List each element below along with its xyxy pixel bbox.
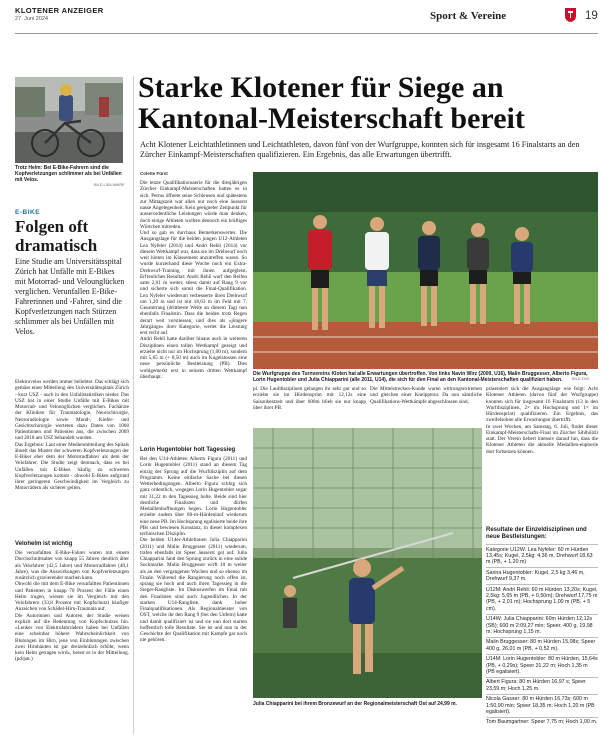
side-story-title: Folgen oft dramatisch: [15, 217, 98, 255]
result-row: U14M: Lorin Hugentobler: 80 m Hürden, 15,64s (PB, + 0,29s); Speer 31,22 m; Hoch 1,35 m (PB egalisiert).: [486, 654, 598, 676]
results-box: [486, 527, 598, 727]
result-row: Malin Bruggesser: 80 m Hürden 15,08s; Speer 400 g, 26,01 m (PB, + 0,52 m).: [486, 637, 598, 652]
side-story-subhead: Velohelm ist wichtig: [15, 541, 73, 547]
result-row: U12M: Andri Rehli: 60 m Hürden 13,20s; Kugel, 2,5kg: 5,65 m (PB, + 0,50m); Drehwurf 17,75 m (PB, + 2,01 m); Hochsprung 1,00 m (PB, + 5 cm).: [486, 584, 598, 612]
main-body-col2: pl. Die Laufdisziplinen gelangen ihr sehr gut und so erzielte sie im Hürdensprint mit 12,12s eine Saisonbestzeit und über 600m blieb sie nur knapp über ihrer PB.: [253, 386, 366, 411]
result-row: U14W: Julia Chiapparini: 60m Hürden 12,12s (SB); 600 m 2:09,27 min; Speer, 400 g, 19,98 m; Hochsprung 1,15 m.: [486, 614, 598, 636]
team-photo: [253, 172, 598, 369]
team-photo-credit: BILD ZVG: [572, 377, 590, 381]
header-divider: [15, 33, 598, 34]
team-photo-caption: Die Wurfgruppe des Turnvereins Kloten hat alle Erwartungen übertroffen. Von links Navin Wirz (2009, U16), Malin Bruggesser, Alberto Figura, Lorin Hugentobler und Julia Chiapparini (alle 2011, U14), die sich für den Final an den Kantonal-Meisterschaften qualifiziert haben.: [253, 371, 588, 383]
result-row: Nicola Gasser: 80 m Hürden 16,73s; 600 m 1:50,90 min; Speer 18,35 m; Hoch 1,20 m (PB egalisiert).: [486, 694, 598, 716]
result-row: Tom Baumgartner: Speer 7,75 m; Hoch 1,00 m.: [486, 717, 598, 726]
author-byline: Colette Fürst: [140, 171, 168, 176]
side-story-kicker: E-BIKE: [15, 209, 41, 216]
main-headline: Starke Klotener für Siege an Kantonal-Meisterschaft bereit: [138, 71, 525, 135]
main-body-col1: Die letzte Qualifikationsserie für die diesjährigen Zürcher Einkampf-Meisterschaften hatten es in sich. Petrus öffnete seine Schleusen und spätestens zur Mittagszeit war allen nur noch eine äusserst nasse Angelegenheit. Kein geeigneter Zeitpunkt für ausserordentliche Leistungen würde man denken, doch einige Athleten wollten dennoch ein kräftiges Wörtchen mitreden. Und so gab es durchaus Bemerkenswertes. Die Ausgangslage für die beiden jungen U12-Athleten Lea Nyfeler (2014) und Andri Rehli (2014) vor diesem Wettkampf war, dass sie im Drehwurf noch weit hinten im Klassement anzutreffen waren. So wurde kurzerhand diese Woche noch ein Extra-Drehwurf-Training mit ihnen aufgegleist. Erfreuliches Resultat: Andri Rehli warf den Reifen satte 2,01 m weiter, stiess damit auf Rang 9 vor und sicherte sich somit die Final-Qualifikation. Lea Nyfeler wiederum verbesserte ihren Drehwurf um 1,20 m und ist mit 18,63 m im Feld mit 7. Gesamtrang (drittbeste Weite an diesem Tag) nun ebenfalls Finalistin. Dass die beiden trotz Regen derart weit vorstiessen, und dies als «jüngere Jahrgänge» ihrer Kategorie, wertet die Leistung erst recht auf. Andri Rehli hatte darüber hinaus auch in weiteren Disziplinen einen tollen Wettkampf gezeigt und erzielte nicht nur im Hochsprung (1,00 m), sondern mit 5,65 m (+ 0,50 m) auch im Kugelstossen eine neue persönliche Bestleistung (PB). Dies wohlgemerkt erst in seinem dritten Wettkampf überhaupt.: [140, 180, 247, 380]
javelin-photo-caption: Julia Chiapparini bei ihrem Bronzewurf an der Regionalmeisterschaft Ost auf 24,99 m.: [253, 701, 457, 707]
newspaper-name: KLOTENER ANZEIGER: [15, 6, 104, 15]
result-row: Albert Figura: 80 m Hürden 16,97 s; Speer 23,59 m; Hoch 1,25 m.: [486, 677, 598, 692]
main-lead: Acht Klotener Leichtathletinnen und Leichtathleten, davon fünf von der Wurfgruppe, konnten sich für insgesamt 16 Finalstarts an den Zürcher Einkampf-Meisterschaften qualifizieren. Ein Ergebnis, das alle Erwartungen übertrifft.: [140, 140, 580, 159]
column-divider: [133, 76, 134, 734]
ebike-photo-caption: Trotz Helm: Bei E-Bike-Fahrern sind die Kopfverletzungen schlimmer als bei Unfällen mit Velos.: [15, 165, 122, 183]
main-body-col1-continued: Bei den U14-Athleten Alberto Figura (2011) und Lorin Hugentobler (2011) stand an diesem Tag einzig der Sprung auf die Wurfdisziplin auf dem Programm. Keine einfache Sache bei diesen Wetterbedingungen. Alberto Figura schlug sich ganz ordentlich, wogegen Lorin Hugentobler sogar mit 31,22 m den Tagessieg holte. Beide sind hier deutliche Finalisten und dürfen Medaillenhoffnungen hegen. Lorin Hugentobler erzielte zudem über 80-m-Hürdenlauf wiederum eine neue PB. Im Hochsprung egalisierte beide ihre PBs und bewiesen Konstanz, in dieser komplexen technischen Disziplin. Die beiden U14er-Athletinnen Julia Chiapparini (2011) und Malin Bruggesser (2011) wiederum, trafen ebenfalls im Speer äusserst gut auf. Julia Chiapparini fand den Sprung zurück in eine solide Sockmarke. Malin Bruggesser wirft 10 m weiter als an den vergangenen Wochen und so ebenso im Finale. Während die Rangierung noch offen ist, sprang sie hoch und auch ihren Tagessieg in die Sieger-Rangliste. Im Diskuswerfen im Final mit den Finalisten sind auch Jugendlichen. In der starken U14-Rangliste, dank hoher Finalqualifikationen. Als Regionalmeister von OST, welche ihr den Rang 9 (bei den Unfern) hatte und damit qualifiziert ist und sie nun dort starten hoffentlich tolle Resultate. Sie ist und nun in der Geschichte der Qualifikation mit Kampfe gar noch nie gehören.: [140, 456, 247, 644]
side-story-body-continued: Die verunfallten E-Bike-Fahrer waren mit einem Durchschnittsalter von knapp 55 Jahren deutlich älter als Velofahrer (42,5 Jahre) und Motorradfahrer (40,1 Jahre), was die Auswirkungen von Kopfverletzungen zusätzlich gravierender machen kann. Obwohl die mit dem E-Bike verunfallten Patientinnen und Patienten in knapp 70 Prozent der Fälle einen Helm trugen, wiesen sie im Vergleich mit den Velofahrern (33,8 Prozent mit Kopfschutz) häufiger Anzeichen von Schädel-Hirn-Traumata auf. Die Autorinnen und Autoren der Studie weisen explizit auf die Bedeutung von Kopfschutzes hin. «Lenker von Elektrofahrrädern haben bei Unfällen eine scheinbar höhere Wahrscheinlichkeit von Blutungen im Hirn, jene von Einblutungen zwischen zwei Hirnhäuten ist gar dreizehnfach erhöht, wenn kein Helm getragen wird», heisst es in der Mitteilung. (pd/pat.): [15, 550, 129, 663]
result-row: Sarina Hugentobler: Kugel, 2,5 kg 3,46 m, Drehwurf 9,37 m.: [486, 567, 598, 582]
ebike-photo-credit: BILD LISA MAIRE: [94, 183, 125, 187]
results-title: Resultate der Einzeldisziplinen und neue Bestleistungen:: [486, 527, 587, 540]
javelin-throw-photo: [253, 428, 482, 698]
main-body-col4: präsentiert sich die Ausgangslage wie folgt: Acht Klotener Athleten (davon fünf der Wurfgruppe) konnten sich für insgesamt 16 Finalstarts (13 in den Wurfdisziplinen, 2× im Hochsprung und 1× im Hürdensprint) qualifizieren. Ein Ergebnis, das zweifelsohne alle Erwartungen übertrifft. In zwei Wochen, am Samstag, 6. Juli, findet dieser Einkampf-Meisterschafts-Final im Zürcher Sihlhölzli statt. Der Verein liebert intensiv darauf hin, dass die Klotener Athleten die aktuelle Medaillen-euphorie dort fortsetzen können.: [486, 386, 598, 455]
section-title: Sport & Vereine: [430, 10, 507, 22]
page-number: 19: [585, 10, 598, 22]
ebike-photo: [15, 77, 123, 163]
side-story-lead: Eine Studie am Universitätsspital Zürich hat Unfälle mit E-Bikes mit Motorrad- und Velounglücken verglichen. Verunfallen E-Bike-Fahrerinnen und -Fahrer, sind die Kopfverletzungen nach Stürzen schlimmer als bei Unfällen mit Velos.: [15, 257, 125, 336]
issue-date: 27. Juni 2024: [15, 16, 49, 22]
result-row: Kategorie U12W: Lea Nyfeler: 60 m Hürden 13,45s; Kugel, 2,5kg: 4,36 m, Drehwurf 18,63 m (PB, + 1,20 m): [486, 544, 598, 566]
main-subhead: Lorin Hugentobler holt Tagessieg: [140, 447, 236, 453]
coat-of-arms-icon: [565, 8, 576, 22]
main-body-col3: Die Mittelstrecken-Kunde waren wittrungsextremen und gleichen einer Kneipptour. Da nun sämtliche Qualifikations-Wettkämpfe abgeschlossen sind,: [370, 386, 482, 405]
side-story-body: Elektrovelos werden immer beliebter. Das schlägt sich gemäss einer Mitteilung des Universitätsspitals Zürich - kurz USZ - auch in den Unfallstatistiken nieder. Das USZ hat in einer Studie Unfälle mit E-Bikes mit Motorrad- und Velounglücken verglichen. Fachärzte der Kliniken für Traumatologie, Neurochirurgie, Neuroradiologie sowie Mund-, Kiefer- und Gesichtschirurgie werteten dazu Daten von 1068 Patientinnen und Patienten aus, die zwischen 2009 und 2018 am USZ behandelt wurden. Das Ergebnis: Laut einer Medienmitteilung des Spitals ähnelt das Muster der schweren Kopfverletzungen der E-Biker eher dem der Motorradfahrer als dem der Velofahrer. Die Studie zeigt demnach, dass es bei Unfällen mit E-Bikes häufig zu schweren Kopfverletzungen kommt - obwohl E-Bikes aufgrund ihrer geringeren Geschwindigkeit im Vergleich zu Motorrädern als sicherer gelten.: [15, 379, 129, 492]
